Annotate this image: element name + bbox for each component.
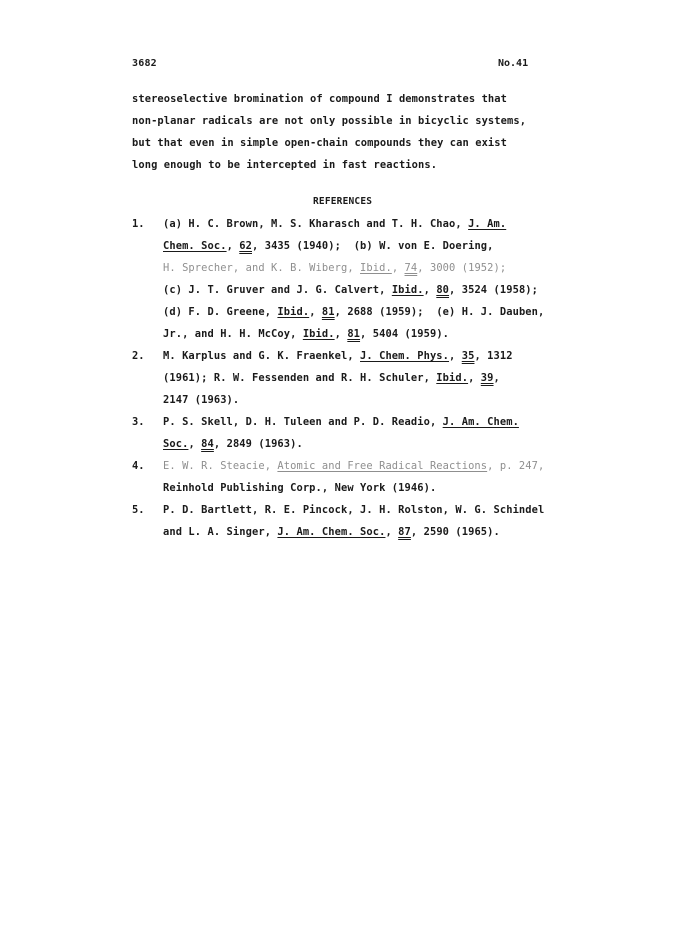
- reference-text: ,: [226, 240, 240, 252]
- reference-number: 1.: [132, 218, 145, 230]
- reference-text: ,: [385, 526, 399, 538]
- reference-text: ,: [391, 262, 405, 274]
- reference-line: [163, 411, 572, 433]
- reference-text: E. W. R. Steacie,: [163, 460, 278, 472]
- reference-text: , 3000 (1952);: [417, 262, 507, 274]
- reference-text: , 5404 (1959).: [360, 328, 450, 340]
- reference-line: [163, 301, 572, 323]
- body-line: stereoselective bromination of compound I demonstrates that: [132, 93, 507, 105]
- journal-title: J. Chem. Phys.: [360, 350, 450, 362]
- reference-line: [163, 499, 572, 521]
- journal-title: Ibid.: [360, 262, 392, 274]
- reference-line: [163, 521, 572, 543]
- reference-line: [163, 367, 572, 389]
- reference-text: ,: [449, 350, 462, 362]
- reference-line: [163, 389, 572, 411]
- journal-title: J. Am.: [468, 218, 507, 230]
- reference-list: [132, 213, 572, 543]
- reference-line: [163, 279, 572, 301]
- body-line: but that even in simple open-chain compounds they can exist: [132, 137, 507, 149]
- volume-number: 81: [321, 306, 335, 318]
- reference-text: , p. 247,: [487, 460, 545, 472]
- reference-text: P. S. Skell, D. H. Tuleen and P. D. Readio,: [163, 416, 443, 428]
- reference-text: , 2849 (1963).: [213, 438, 303, 450]
- reference-line: [163, 477, 572, 499]
- reference-text: H. Sprecher, and K. B. Wiberg,: [163, 262, 361, 274]
- reference-text: , 2590 (1965).: [410, 526, 500, 538]
- body-line: long enough to be intercepted in fast reactions.: [132, 159, 438, 171]
- reference-number: 3.: [132, 416, 145, 428]
- reference-line: [163, 235, 572, 257]
- reference-line: [163, 433, 572, 455]
- volume-number: 87: [398, 526, 411, 538]
- reference-line: [163, 257, 572, 279]
- page-number: 3682: [132, 58, 157, 69]
- reference-number: 4.: [132, 460, 145, 472]
- reference-text: (1961); R. W. Fessenden and R. H. Schuler,: [163, 372, 437, 384]
- reference-text: P. D. Bartlett, R. E. Pincock, J. H. Rolston, W. G. Schindel: [163, 504, 545, 516]
- reference-item: [132, 455, 572, 499]
- reference-item: [132, 213, 572, 345]
- reference-text: , 3435 (1940); (b) W. von E. Doering,: [252, 240, 494, 252]
- reference-line: [163, 323, 572, 345]
- reference-text: , 1312: [474, 350, 513, 362]
- reference-item: [132, 411, 572, 455]
- reference-text: and L. A. Singer,: [163, 526, 278, 538]
- volume-number: 74: [404, 262, 418, 274]
- volume-number: 35: [461, 350, 475, 362]
- body-paragraph: [132, 88, 552, 176]
- journal-title: Ibid.: [436, 372, 469, 384]
- reference-text: ,: [188, 438, 202, 450]
- journal-title: Ibid.: [277, 306, 310, 318]
- reference-line: [163, 213, 572, 235]
- reference-number: 5.: [132, 504, 145, 516]
- journal-title: Ibid.: [391, 284, 424, 296]
- reference-line: [163, 345, 572, 367]
- volume-number: 62: [239, 240, 252, 252]
- volume-number: 80: [436, 284, 450, 296]
- journal-title: Atomic and Free Radical Reactions: [277, 460, 488, 472]
- references-heading: REFERENCES: [313, 196, 373, 207]
- reference-text: ,: [334, 328, 348, 340]
- reference-number: 2.: [132, 350, 145, 362]
- reference-text: ,: [468, 372, 481, 384]
- volume-number: 81: [347, 328, 361, 340]
- journal-title: Ibid.: [302, 328, 335, 340]
- reference-text: ,: [423, 284, 437, 296]
- reference-text: Reinhold Publishing Corp., New York (1946).: [163, 482, 437, 494]
- reference-text: , 3524 (1958);: [449, 284, 539, 296]
- journal-title: Soc.: [163, 438, 189, 450]
- reference-text: (c) J. T. Gruver and J. G. Calvert,: [163, 284, 392, 296]
- reference-text: ,: [493, 372, 500, 384]
- body-line: non-planar radicals are not only possible in bicyclic systems,: [132, 115, 527, 127]
- volume-number: 39: [480, 372, 494, 384]
- reference-text: , 2688 (1959); (e) H. J. Dauben,: [334, 306, 545, 318]
- reference-text: Jr., and H. H. McCoy,: [163, 328, 303, 340]
- issue-number: No.41: [498, 58, 529, 69]
- reference-item: [132, 499, 572, 543]
- reference-text: ,: [309, 306, 322, 318]
- reference-item: [132, 345, 572, 411]
- reference-line: [163, 455, 572, 477]
- journal-title: J. Am. Chem. Soc.: [277, 526, 386, 538]
- reference-text: (d) F. D. Greene,: [163, 306, 278, 318]
- volume-number: 84: [201, 438, 214, 450]
- reference-text: (a) H. C. Brown, M. S. Kharasch and T. H. Chao,: [163, 218, 469, 230]
- journal-title: Chem. Soc.: [163, 240, 227, 252]
- reference-text: M. Karplus and G. K. Fraenkel,: [163, 350, 361, 362]
- journal-title: J. Am. Chem.: [442, 416, 519, 428]
- reference-text: 2147 (1963).: [163, 394, 240, 406]
